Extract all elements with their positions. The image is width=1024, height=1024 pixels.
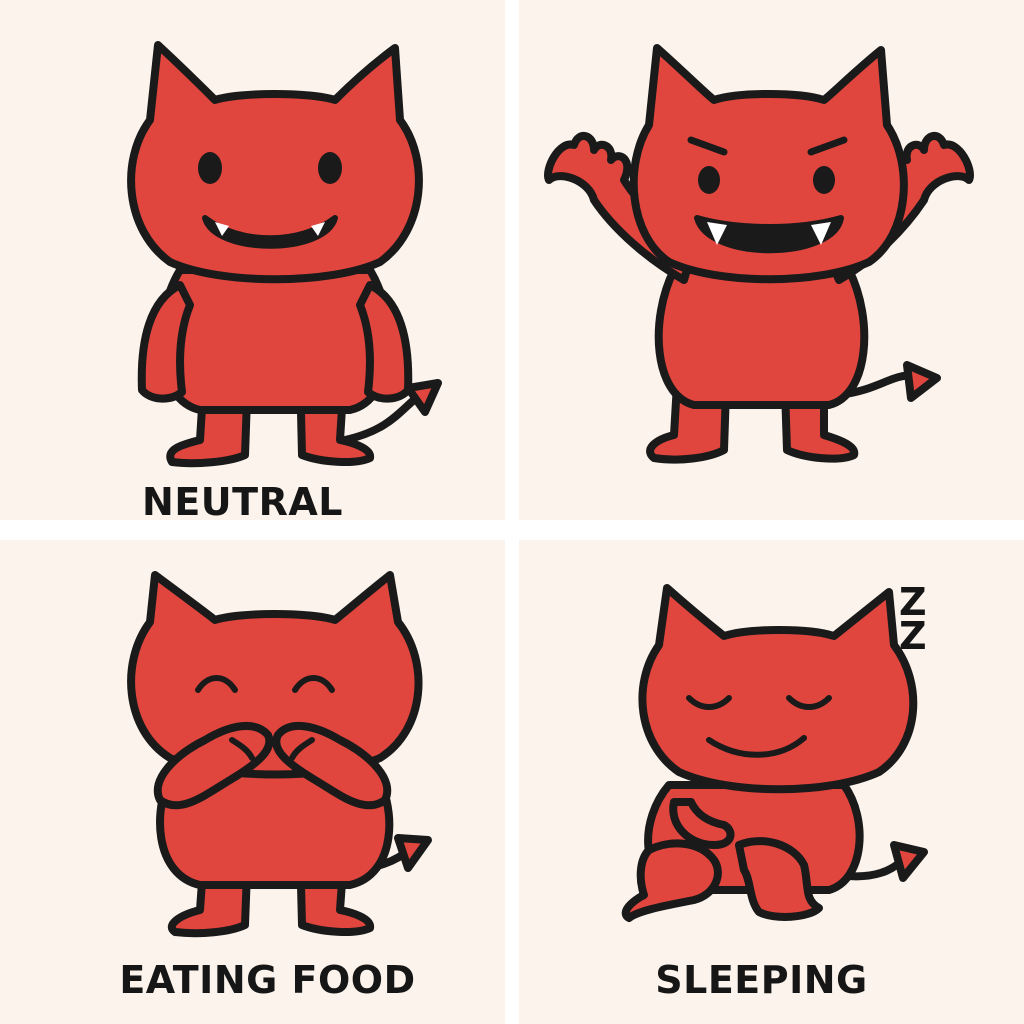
panel-sleeping [519, 540, 1024, 1024]
panel-neutral [0, 0, 505, 520]
tail-tip [408, 383, 438, 412]
tail-tip [894, 845, 924, 878]
label-sleeping: SLEEPING [655, 958, 868, 1002]
zzz-text: ZZ [899, 580, 927, 658]
left-eye [198, 152, 222, 184]
devil-eating-illustration [0, 540, 505, 1024]
left-arm [142, 285, 190, 399]
left-leg [626, 843, 718, 918]
body [659, 270, 865, 405]
devil-neutral-illustration [0, 0, 505, 520]
head [642, 588, 913, 789]
body [161, 270, 389, 410]
left-eye [698, 166, 720, 194]
right-eye [318, 152, 342, 184]
label-neutral: NEUTRAL [142, 480, 343, 520]
panel-eating-food [0, 540, 505, 1024]
devil-sleeping-illustration [519, 540, 1024, 1024]
right-arm [360, 285, 408, 399]
tail-tip [907, 365, 937, 398]
devil-excited-illustration [519, 0, 1024, 520]
right-eye [813, 166, 835, 194]
tail-tip [398, 838, 428, 868]
panel-excited [519, 0, 1024, 520]
label-eating-food: EATING FOOD [119, 958, 416, 1002]
